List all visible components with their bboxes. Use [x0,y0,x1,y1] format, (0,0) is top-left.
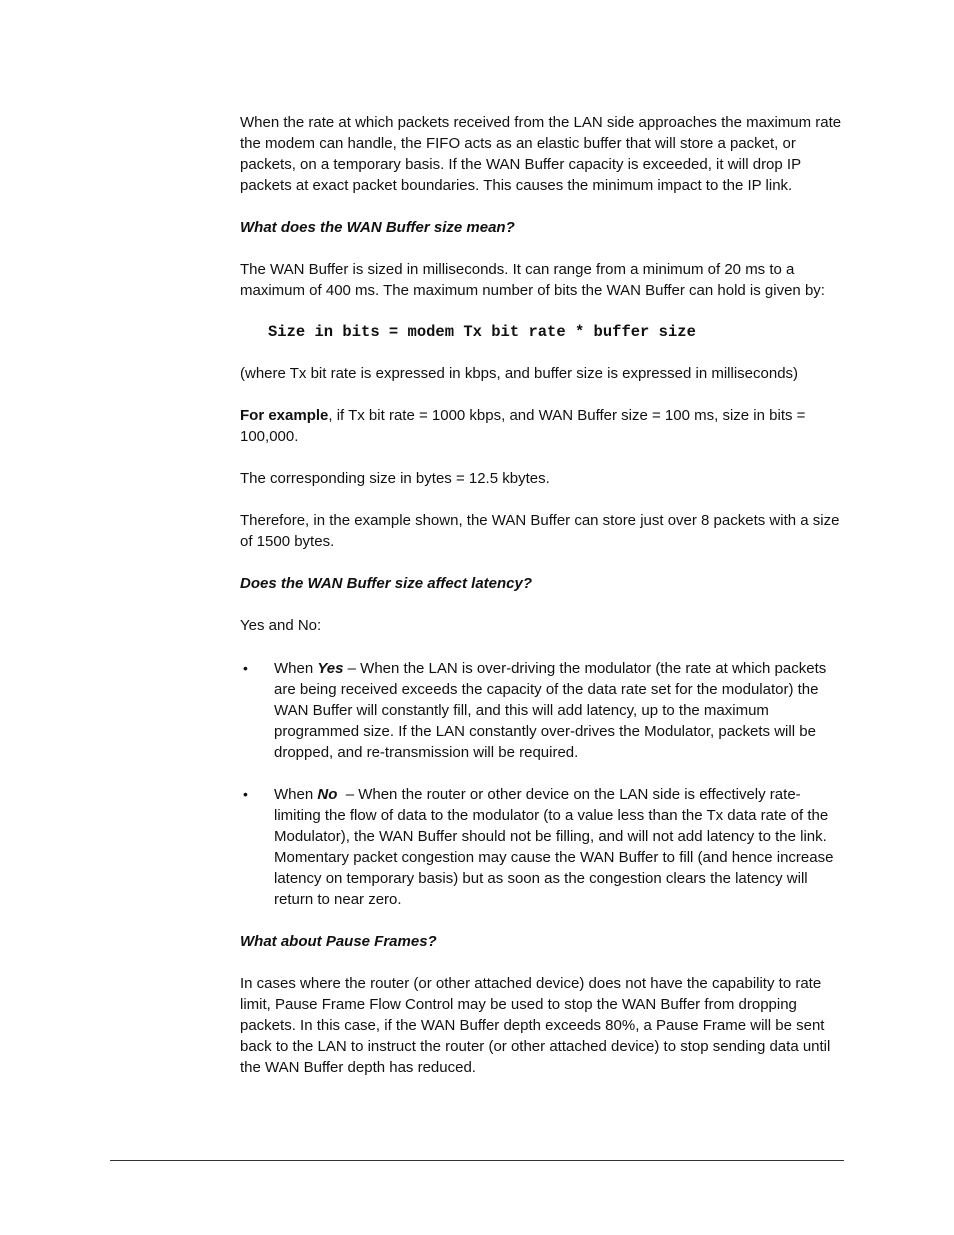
paragraph-buffer-sized: The WAN Buffer is sized in milliseconds. It can range from a minimum of 20 ms to a maximum of 400 ms. The maximum number of bits the WAN Buffer can hold is given by: [240,261,825,299]
paragraph-units-note: (where Tx bit rate is expressed in kbps, and buffer size is expressed in milliseconds) [240,365,799,382]
bullet-yes [240,658,844,763]
heading-buffer-size: What does the WAN Buffer size mean? [240,219,515,236]
paragraph-yes-no: Yes and No: [240,617,322,634]
bullet-text: – When the router or other device on the LAN side is effectively rate-limiting the flow of data to the modulator (to a value less than the Tx data rate of the Modulator), the WAN Buffer should not be filling, and will not add latency to the link. Momentary packet congestion may cause the WAN Buffer to fill (and hence increase latency on temporary basis) but as soon as the congestion clears the latency will return to near zero. [274,786,838,908]
footer-divider [110,1160,844,1161]
bullet-emph-no: No [317,786,338,803]
paragraph-size-bytes: The corresponding size in bytes = 12.5 kbytes. [240,470,550,487]
paragraph-therefore: Therefore, in the example shown, the WAN Buffer can store just over 8 packets with a size of 1500 bytes. [240,512,840,550]
example-text: , if Tx bit rate = 1000 kbps, and WAN Buffer size = 100 ms, size in bits = 100,000. [240,407,806,445]
paragraph-fifo: When the rate at which packets received from the LAN side approaches the maximum rate the modem can handle, the FIFO acts as an elastic buffer that will store a packet, or packets, on a temporary basis. If the WAN Buffer capacity is exceeded, it will drop IP packets at exact packet boundaries. This causes the minimum impact to the IP link. [240,114,842,194]
page-content [240,112,844,1099]
bullet-no [240,784,844,910]
size-formula: Size in bits = modem Tx bit rate * buffer size [268,323,696,341]
paragraph-example [240,405,844,447]
heading-latency: Does the WAN Buffer size affect latency? [240,575,533,592]
paragraph-pause-frames: In cases where the router (or other attached device) does not have the capability to rate limit, Pause Frame Flow Control may be used to stop the WAN Buffer from dropping packets. In this case, if the WAN Buffer depth exceeds 80%, a Pause Frame will be sent back to the LAN to instruct the router (or other attached device) to stop sending data until the WAN Buffer depth has reduced. [240,975,831,1076]
heading-pause-frames: What about Pause Frames? [240,933,437,950]
bullet-prefix: When [274,786,318,803]
example-label: For example [240,407,329,424]
bullet-emph-yes: Yes [317,660,344,677]
bullet-dot: • [243,660,248,676]
latency-bullet-list [240,658,844,910]
bullet-prefix: When [274,660,318,677]
bullet-text: – When the LAN is over-driving the modulator (the rate at which packets are being received exceeds the capacity of the data rate set for the modulator) the WAN Buffer will constantly fill, and this will add latency, up to the maximum programmed size. If the LAN constantly over-drives the Modulator, packets will be dropped, and re-transmission will be required. [274,660,831,761]
bullet-dot: • [243,786,248,802]
